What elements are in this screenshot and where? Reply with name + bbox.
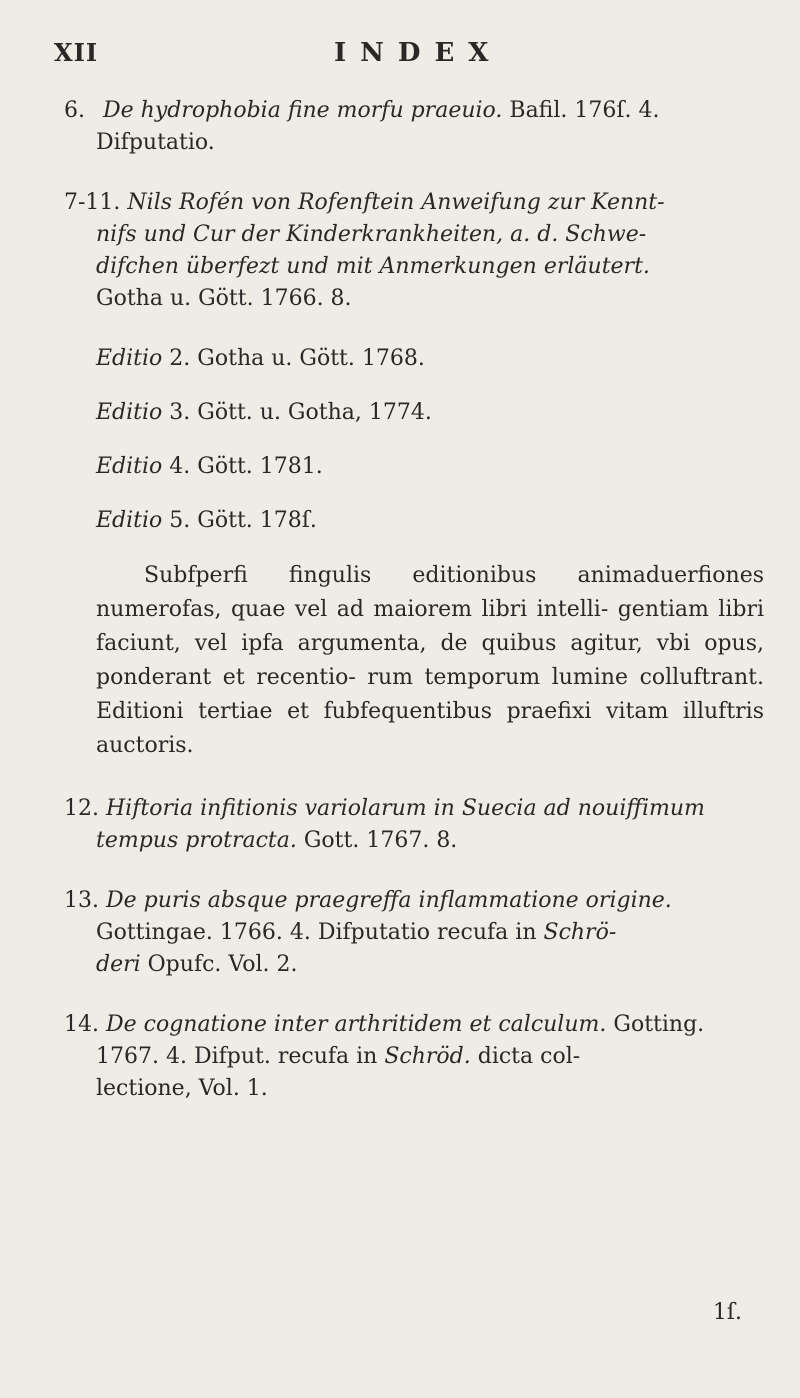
entry-title-text: Nils Rofén von Rofenftein Anweifung zur Kennt- [127,190,665,215]
edition-line [96,505,764,537]
entry-number: 6. [64,98,85,123]
entry-title-text: tempus protracta. [96,828,297,853]
entry-line [64,187,764,219]
edition-details: 3. Gött. u. Gotha, 1774. [162,400,432,425]
paragraph-line: rum temporum lumine colluftrant. Editioni [96,665,764,724]
edition-details: 4. Gött. 1781. [162,454,323,479]
entry-text: Difputatio. [96,130,215,155]
entries-group-a [64,95,764,315]
page-number: XII [54,38,99,67]
entry-number: 13. [64,888,99,913]
edition-line [96,343,764,375]
page-header [54,38,760,78]
paragraph-line: Subfperfi fingulis editionibus animaduerfiones [144,563,764,588]
edition-label: Editio [96,346,163,371]
index-entry [64,187,764,315]
entry-title-text: De cognatione inter arthritidem et calculum. [106,1012,607,1037]
edition-label: Editio [96,454,163,479]
entry-text: lectione, Vol. 1. [96,1076,268,1101]
entry-number: 12. [64,796,99,821]
entry-title-text: nifs und Cur der Kinderkrankheiten, a. d. Schwe- [96,222,647,247]
entry-line [64,793,764,825]
editions-list [64,343,764,537]
paragraph-line: numerofas, quae vel ad maiorem libri intelli- [96,597,609,622]
entry-line [64,885,764,917]
entry-line [64,1073,764,1105]
entry-text: Gotting. [606,1012,705,1037]
edition-line [96,451,764,483]
edition-details: 2. Gotha u. Gött. 1768. [162,346,425,371]
entry-line [64,1009,764,1041]
edition-label: Editio [96,400,163,425]
entry-title-text: De puris absque praegreffa inflammatione origine. [106,888,672,913]
edition-line [96,397,764,429]
edition-details: 5. Gött. 178ſ. [162,508,317,533]
entry-line [64,825,764,857]
entry-title-text: Schröd. [384,1044,471,1069]
index-entry [64,793,764,857]
entry-line [64,917,764,949]
index-entry [64,885,764,981]
entry-title-text: De hydrophobia fine morfu praeuio. [103,98,503,123]
entry-text: Gott. 1767. 8. [296,828,458,853]
paragraph-line: gentiam libri faciunt, vel ipfa argumenta, de [96,597,765,656]
entry-line [64,1041,764,1073]
entry-title-text: Schrö- [543,920,617,945]
entry-title-text: difchen überfezt und mit Anmerkungen erläutert. [96,254,650,279]
entry-text: 1767. 4. Difput. recufa in [96,1044,385,1069]
paragraph-line: quibus agitur, vbi opus, ponderant et recentio- [96,631,764,690]
edition-label: Editio [96,508,163,533]
index-content [64,95,764,1133]
entry-text: Opufc. Vol. 2. [140,952,298,977]
entry-line [64,949,764,981]
entry-number: 14. [64,1012,99,1037]
entry-title-text: deri [96,952,141,977]
running-head: INDEX [334,38,503,68]
paragraph-line: auctoris. [96,733,194,758]
index-entry [64,1009,764,1105]
entry-line [64,251,764,283]
commentary-paragraph [96,559,764,763]
entry-line [64,127,764,159]
entry-text: Gotha u. Gött. 1766. 8. [96,286,352,311]
catchword: 1ſ. [712,1300,742,1325]
paragraph-line: tertiae et fubfequentibus praefixi vitam illuftris [198,699,765,724]
entry-title-text: Hiftoria infitionis variolarum in Suecia ad nouiffimum [106,796,705,821]
entry-line [64,219,764,251]
entry-line [64,95,764,127]
entry-text: Gottingae. 1766. 4. Difputatio recufa in [96,920,544,945]
entries-group-b [64,793,764,1105]
entry-line [64,283,764,315]
entry-text: Bafil. 176ſ. 4. [502,98,660,123]
entry-number: 7-11. [64,190,121,215]
index-entry [64,95,764,159]
entry-text: dicta col- [470,1044,581,1069]
